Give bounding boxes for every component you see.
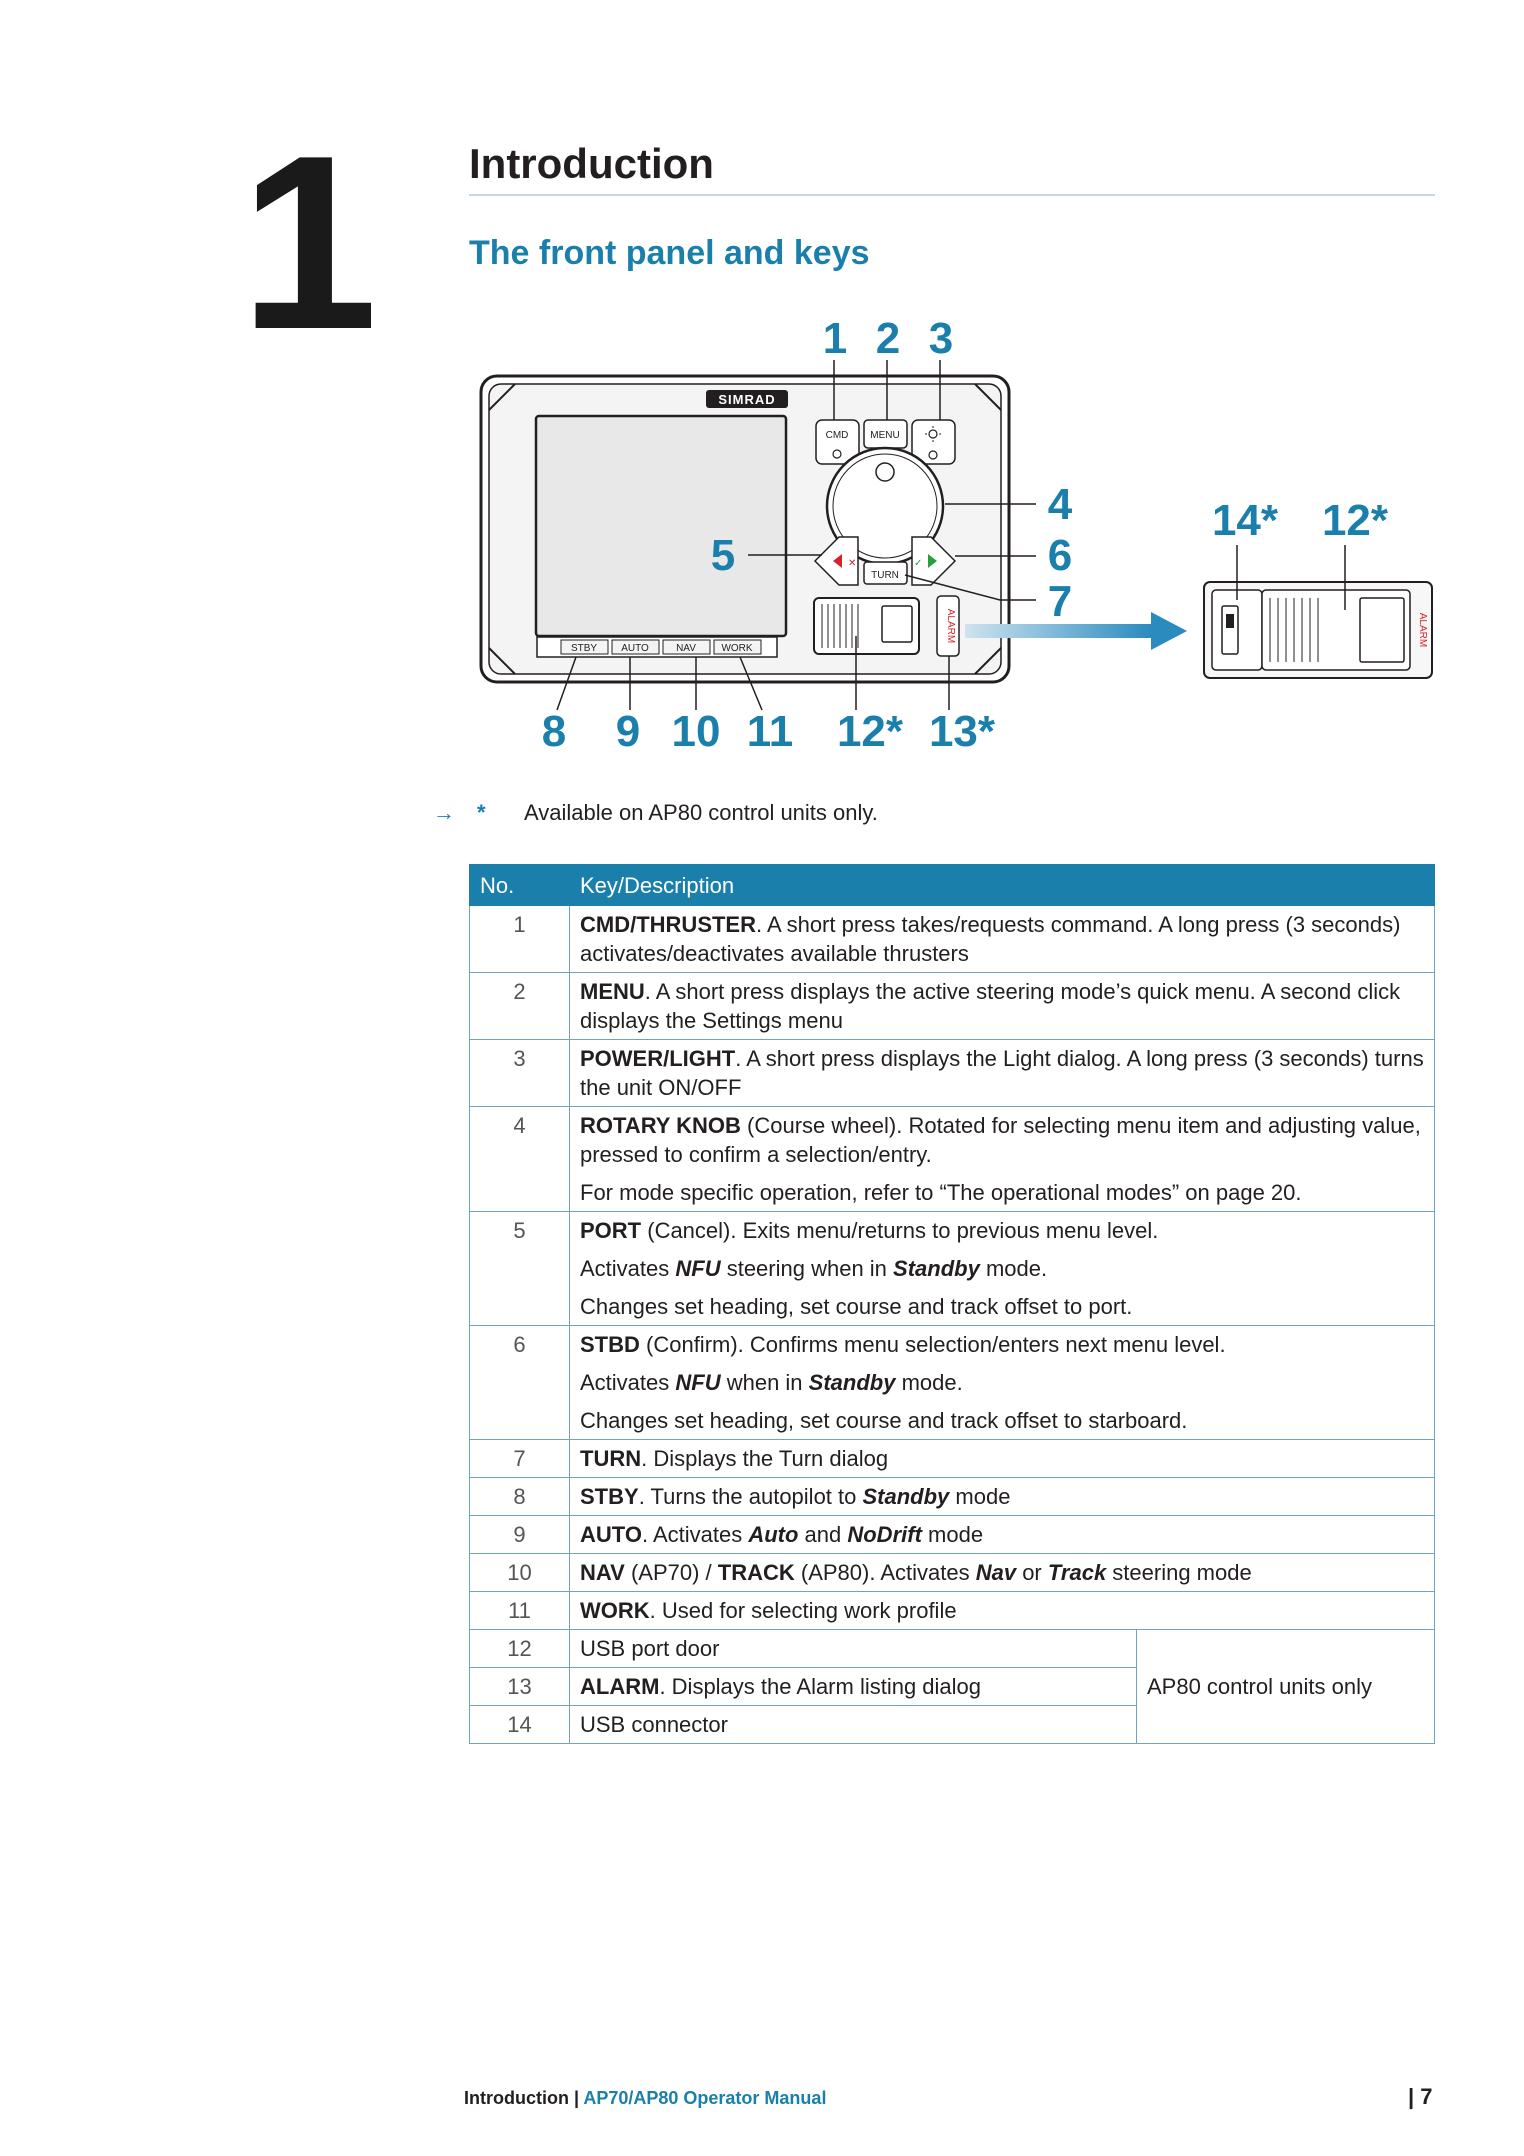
text: steering when in	[720, 1256, 894, 1281]
key-name: PORT	[580, 1218, 642, 1243]
key-text: . A short press displays the active steering mode’s quick menu. A second click displays the Settings menu	[580, 979, 1401, 1033]
key-text: USB port door	[580, 1636, 720, 1661]
auto-key-label: AUTO	[621, 643, 649, 654]
key-text-extra: Changes set heading, set course and track offset to starboard.	[580, 1408, 1188, 1433]
row-description	[570, 1592, 1435, 1630]
row-number: 6	[470, 1326, 570, 1440]
row-description	[570, 1706, 1137, 1744]
key-text: . Displays the Turn dialog	[641, 1446, 889, 1471]
key-text: and	[798, 1522, 848, 1547]
inset-alarm-label: ALARM	[1417, 612, 1428, 648]
ap80-only-cell: AP80 control units only	[1137, 1630, 1435, 1744]
row-number: 11	[470, 1592, 570, 1630]
row-description	[570, 1326, 1435, 1440]
key-text: . Displays the Alarm listing dialog	[659, 1674, 982, 1699]
row-description	[570, 1212, 1435, 1326]
key-text: . Used for selecting work profile	[649, 1598, 957, 1623]
key-text: mode	[949, 1484, 1011, 1509]
mode-name: Track	[1047, 1560, 1107, 1585]
table-row	[470, 973, 1435, 1040]
row-number: 9	[470, 1516, 570, 1554]
row-number: 7	[470, 1440, 570, 1478]
work-key-label: WORK	[721, 643, 753, 654]
usb-connector	[1222, 606, 1238, 654]
table-row	[470, 1630, 1435, 1668]
key-name: STBY	[580, 1484, 639, 1509]
key-text-extra: Changes set heading, set course and track offset to port.	[580, 1294, 1133, 1319]
key-text: USB connector	[580, 1712, 728, 1737]
row-number: 1	[470, 906, 570, 973]
cancel-icon: ✕	[848, 558, 857, 569]
key-text: . Activates	[641, 1522, 749, 1547]
table-row	[470, 1440, 1435, 1478]
page-number: | 7	[1408, 2084, 1433, 2109]
front-panel-diagram	[0, 0, 1524, 780]
callout-12-inset: 12*	[1321, 496, 1389, 545]
row-description	[570, 1440, 1435, 1478]
row-description	[570, 1516, 1435, 1554]
key-name: MENU	[580, 979, 645, 1004]
key-text-extra: For mode specific operation, refer to “The operational modes” on page 20.	[580, 1180, 1302, 1205]
nav-key-label: NAV	[676, 643, 696, 654]
table-row	[470, 1516, 1435, 1554]
header-key-description: Key/Description	[570, 865, 1435, 906]
callout-5: 5	[710, 531, 736, 580]
table-row	[470, 1040, 1435, 1107]
stby-key-label: STBY	[570, 643, 598, 654]
row-description	[570, 1040, 1435, 1107]
page-title: Introduction	[469, 140, 714, 187]
row-number: 5	[470, 1212, 570, 1326]
turn-key-label: TURN	[871, 570, 899, 581]
callout-9: 9	[615, 707, 641, 756]
key-description-table	[469, 864, 1435, 1744]
expand-arrow-icon	[965, 624, 1151, 638]
callout-13: 13*	[928, 707, 996, 756]
row-description	[570, 1478, 1435, 1516]
row-number: 3	[470, 1040, 570, 1107]
row-description	[570, 1630, 1137, 1668]
chapter-number: 1	[240, 103, 374, 381]
text: when in	[720, 1370, 809, 1395]
row-number: 2	[470, 973, 570, 1040]
mode-name: Nav	[975, 1560, 1017, 1585]
mode-name: NFU	[675, 1256, 721, 1281]
callout-2: 2	[875, 314, 901, 363]
note-text: Available on AP80 control units only.	[524, 800, 878, 825]
key-name: AUTO	[580, 1522, 642, 1547]
cmd-key-label: CMD	[825, 430, 849, 441]
key-name: STBD	[580, 1332, 640, 1357]
row-number: 14	[470, 1706, 570, 1744]
brand-logo: SIMRAD	[718, 392, 776, 407]
note-asterisk: *	[477, 800, 486, 825]
confirm-icon: ✓	[914, 558, 923, 569]
table-row	[470, 1478, 1435, 1516]
row-number: 13	[470, 1668, 570, 1706]
key-name: ROTARY KNOB	[580, 1113, 741, 1138]
mode-name: Standby	[808, 1370, 896, 1395]
callout-11: 11	[746, 707, 794, 756]
row-description	[570, 906, 1435, 973]
key-name: TRACK	[717, 1560, 795, 1585]
footer-title	[464, 2088, 826, 2109]
table-row	[470, 1212, 1435, 1326]
callout-7: 7	[1047, 577, 1073, 626]
text: mode.	[979, 1256, 1048, 1281]
key-name: POWER/LIGHT	[580, 1046, 736, 1071]
footer-section: Introduction	[464, 2088, 569, 2108]
row-description	[570, 973, 1435, 1040]
mode-name: NFU	[675, 1370, 721, 1395]
mode-name: Auto	[748, 1522, 799, 1547]
table-row	[470, 906, 1435, 973]
key-text: (AP80). Activates	[794, 1560, 976, 1585]
key-text: (Confirm). Confirms menu selection/enters next menu level.	[639, 1332, 1226, 1357]
key-text: . A short press takes/requests command. A long press (3 seconds) activates/deactivates available thrusters	[580, 912, 1401, 966]
key-text: (Cancel). Exits menu/returns to previous menu level.	[641, 1218, 1159, 1243]
callout-12: 12*	[836, 707, 904, 756]
table-header-row	[470, 865, 1435, 906]
callout-3: 3	[928, 314, 954, 363]
callout-1: 1	[822, 314, 848, 363]
callout-4: 4	[1047, 480, 1073, 529]
key-name: NAV	[580, 1560, 625, 1585]
callout-8: 8	[541, 707, 567, 756]
table-row	[470, 1107, 1435, 1212]
note-arrow-icon: →	[433, 800, 455, 825]
key-name: ALARM	[580, 1674, 660, 1699]
key-text: (AP70) /	[624, 1560, 718, 1585]
alarm-key-label: ALARM	[945, 608, 956, 644]
table-row	[470, 1326, 1435, 1440]
row-description	[570, 1668, 1137, 1706]
header-no: No.	[470, 865, 570, 906]
footer-manual: AP70/AP80 Operator Manual	[583, 2088, 827, 2108]
row-description	[570, 1554, 1435, 1592]
key-text: (Course wheel). Rotated for selecting menu item and adjusting value, pressed to confirm a selection/entry.	[580, 1113, 1421, 1167]
callout-10: 10	[671, 707, 721, 756]
menu-key-label: MENU	[870, 430, 900, 441]
mode-name: NoDrift	[847, 1522, 922, 1547]
row-number: 10	[470, 1554, 570, 1592]
text: Activates	[580, 1370, 676, 1395]
mode-name: Standby	[862, 1484, 950, 1509]
key-name: WORK	[580, 1598, 650, 1623]
text: Activates	[580, 1256, 676, 1281]
table-row	[470, 1554, 1435, 1592]
row-number: 8	[470, 1478, 570, 1516]
key-name: TURN	[580, 1446, 642, 1471]
section-title: The front panel and keys	[469, 234, 870, 272]
key-text: . Turns the autopilot to	[638, 1484, 863, 1509]
text: mode.	[895, 1370, 963, 1395]
key-name: CMD/THRUSTER	[580, 912, 756, 937]
mode-name: Standby	[893, 1256, 980, 1281]
key-text: or	[1016, 1560, 1048, 1585]
key-text: steering mode	[1106, 1560, 1252, 1585]
row-number: 4	[470, 1107, 570, 1212]
row-number: 12	[470, 1630, 570, 1668]
callout-14-inset: 14*	[1211, 496, 1279, 545]
footer-separator: |	[568, 2088, 584, 2108]
row-description	[570, 1107, 1435, 1212]
key-text: . A short press displays the Light dialog. A long press (3 seconds) turns the unit ON/OFF	[580, 1046, 1424, 1100]
callout-6: 6	[1047, 531, 1073, 580]
key-text: mode	[921, 1522, 984, 1547]
table-row	[470, 1592, 1435, 1630]
